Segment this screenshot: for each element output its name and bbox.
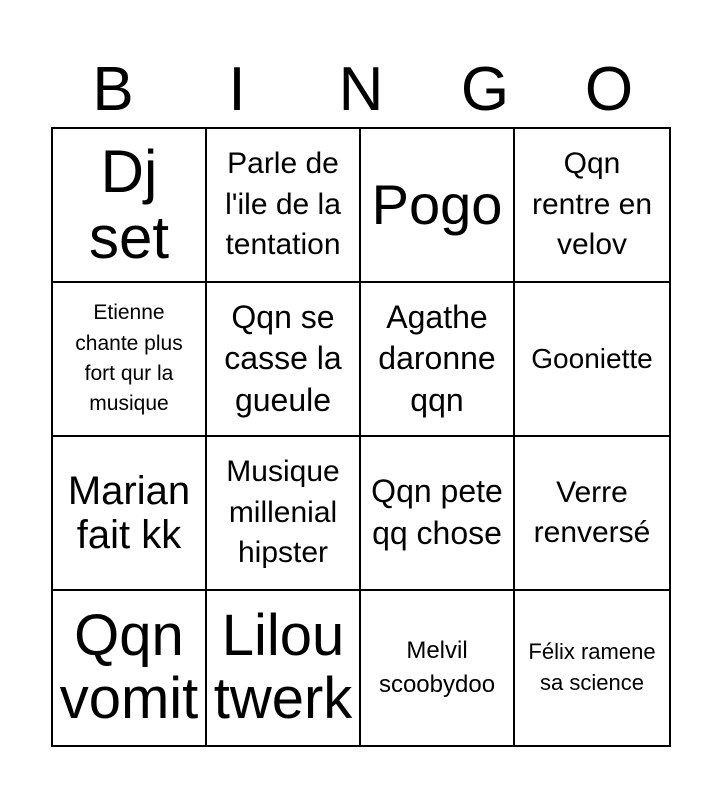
bingo-cell-r2-c1[interactable] [207,437,361,591]
bingo-cell-r2-c3[interactable] [515,437,669,591]
bingo-cell-r3-c3[interactable] [515,591,669,745]
bingo-cell-r0-c0[interactable] [53,129,207,283]
cell-text: Gooniette [531,342,653,374]
bingo-cell-r2-c0[interactable] [53,437,207,591]
header-letter-g: G [460,55,510,124]
cell-text: Qqn rentre en velov [531,147,653,262]
cell-text: Qqn se casse la gueule [224,298,342,418]
header-letter-o: O [584,55,634,124]
cell-text: Melvil scoobydoo [378,637,496,698]
cell-text: Lilou twerk [213,603,353,731]
bingo-header [51,50,671,128]
cell-text: Agathe daronne qqn [378,298,496,418]
header-letter-n: N [338,55,384,124]
bingo-cell-r0-c2[interactable] [361,129,515,283]
cell-text: Verre renversé [533,475,651,549]
bingo-cell-r3-c1[interactable] [207,591,361,745]
cell-text: Marian fait kk [67,469,191,557]
bingo-cell-r0-c3[interactable] [515,129,669,283]
cell-text: Dj set [88,138,170,271]
cell-text: Félix ramene sa science [528,639,656,695]
cell-text: Etienne chante plus fort qur la musique [75,301,183,416]
cell-text: Musique millenial hipster [226,455,340,570]
cell-text: Qqn vomit [59,603,199,731]
cell-text: Parle de l'ile de la tentation [225,147,341,262]
header-letter-i: I [228,55,246,124]
bingo-board [51,127,671,747]
bingo-cell-r1-c0[interactable] [53,283,207,437]
bingo-cell-r3-c2[interactable] [361,591,515,745]
bingo-cell-r1-c1[interactable] [207,283,361,437]
header-letter-b: B [92,55,134,124]
bingo-cell-r1-c2[interactable] [361,283,515,437]
cell-text: Pogo [371,172,503,236]
cell-text: Qqn pete qq chose [371,473,503,551]
bingo-cell-r3-c0[interactable] [53,591,207,745]
bingo-cell-r1-c3[interactable] [515,283,669,437]
bingo-cell-r0-c1[interactable] [207,129,361,283]
bingo-cell-r2-c2[interactable] [361,437,515,591]
